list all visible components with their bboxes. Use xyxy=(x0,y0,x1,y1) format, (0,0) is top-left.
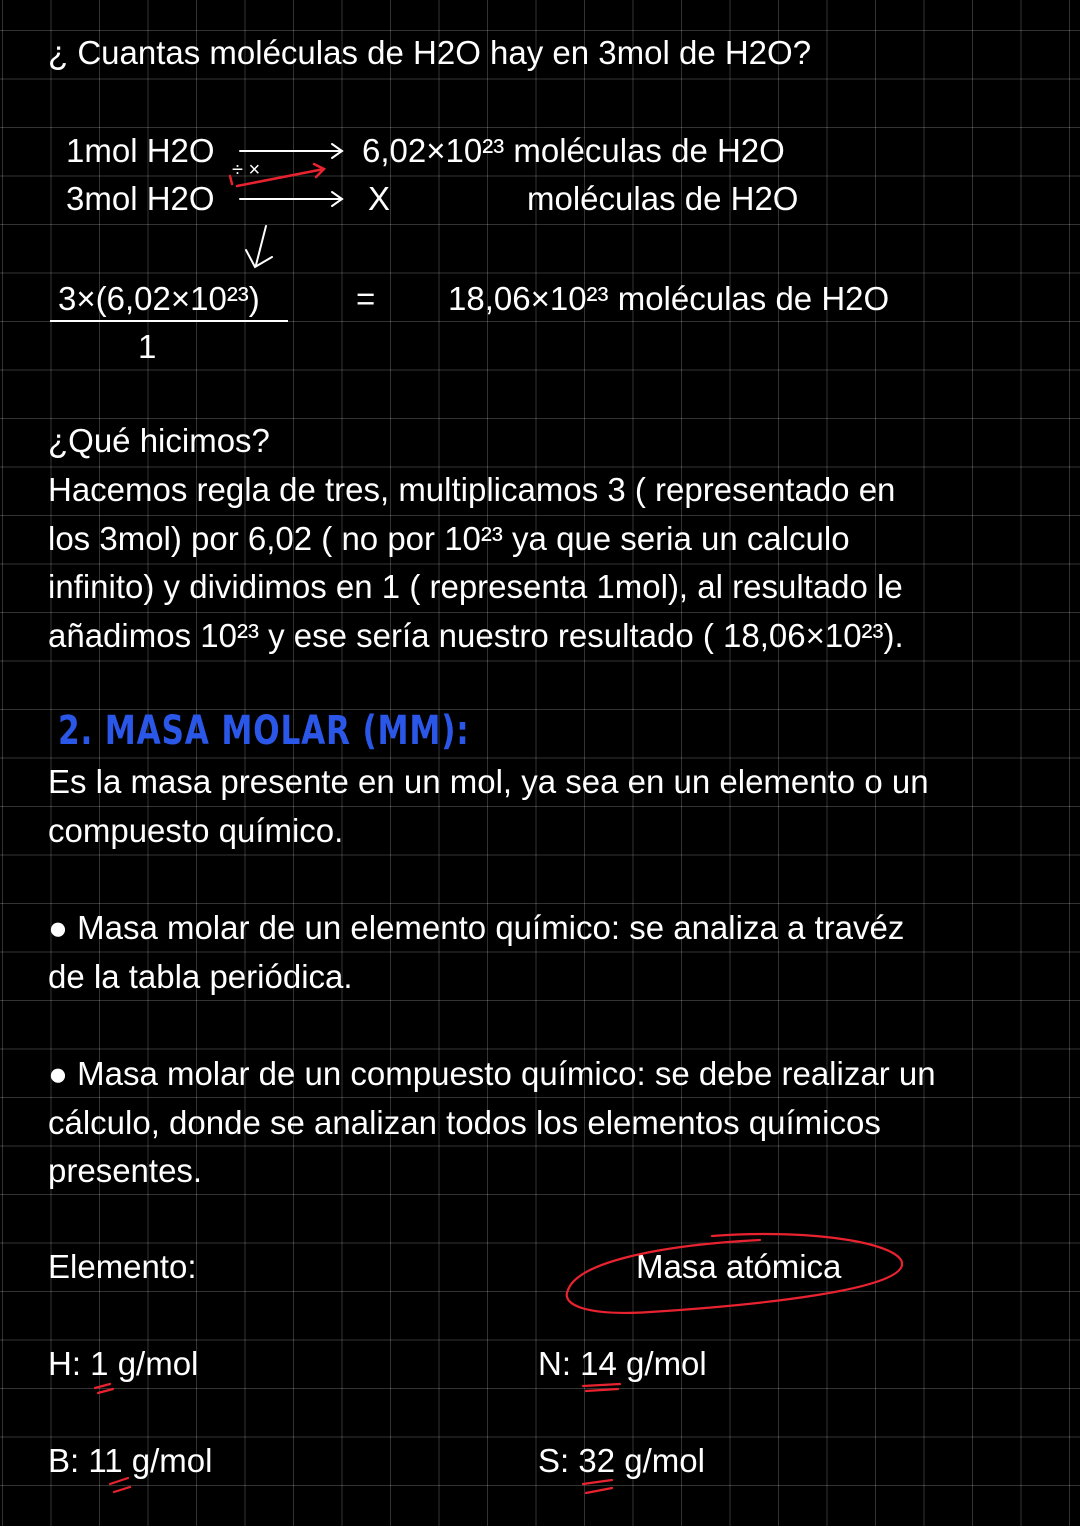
ops-annotation: ÷ × xyxy=(232,159,261,181)
underline-s xyxy=(583,1480,612,1493)
bullet-line: ● Masa molar de un elemento químico: se analiza a travéz xyxy=(48,909,905,946)
explanation-line: añadimos 10²³ y ese sería nuestro resultado ( 18,06×10²³). xyxy=(48,616,904,654)
fraction-numerator: 3×(6,02×10²³) xyxy=(58,280,260,317)
underline-b xyxy=(110,1478,130,1492)
table-cell-b: B: 11 g/mol xyxy=(48,1442,213,1479)
bullet-line: ● Masa molar de un compuesto químico: se debe realizar un xyxy=(48,1055,936,1092)
underline-h xyxy=(95,1384,113,1393)
bullet-line: de la tabla periódica. xyxy=(48,957,353,995)
table-cell-s: S: 32 g/mol xyxy=(538,1442,705,1479)
underline-n xyxy=(583,1384,620,1391)
rule-row1-right: 6,02×10²³ moléculas de H2O xyxy=(362,132,785,169)
rule-row2-left: 3mol H2O xyxy=(66,180,215,217)
table-header-element: Elemento: xyxy=(48,1248,197,1285)
explanation-line: infinito) y dividimos en 1 ( representa 1mol), al resultado le xyxy=(48,568,903,605)
fraction-denominator: 1 xyxy=(138,328,157,365)
equals-sign: = xyxy=(356,280,376,317)
rule-row2-x: X xyxy=(368,180,391,217)
explanation-line: los 3mol) por 6,02 ( no por 10²³ ya que seria un calculo xyxy=(48,519,850,557)
explanation-title: ¿Qué hicimos? xyxy=(48,422,270,459)
bullet-line: cálculo, donde se analizan todos los elementos químicos xyxy=(48,1103,881,1141)
table-cell-h: H: 1 g/mol xyxy=(48,1345,199,1382)
rule-row1-left: 1mol H2O xyxy=(66,132,215,169)
question-title: ¿ Cuantas moléculas de H2O hay en 3mol de H2O? xyxy=(48,34,812,71)
explanation-line: Hacemos regla de tres, multiplicamos 3 ( representado en xyxy=(48,471,896,508)
table-cell-n: N: 14 g/mol xyxy=(538,1345,707,1382)
definition-line: compuesto químico. xyxy=(48,811,344,849)
definition-line: Es la masa presente en un mol, ya sea en un elemento o un xyxy=(48,763,929,800)
highlight-ellipse xyxy=(567,1234,902,1313)
section-heading: 2. MASA MOLAR (MM): xyxy=(58,708,470,754)
bullet-line: presentes. xyxy=(48,1152,203,1189)
table-header-atomic-mass: Masa atómica xyxy=(636,1248,842,1285)
calculation-result: 18,06×10²³ moléculas de H2O xyxy=(448,280,890,317)
rule-row2-right: moléculas de H2O xyxy=(527,180,799,217)
